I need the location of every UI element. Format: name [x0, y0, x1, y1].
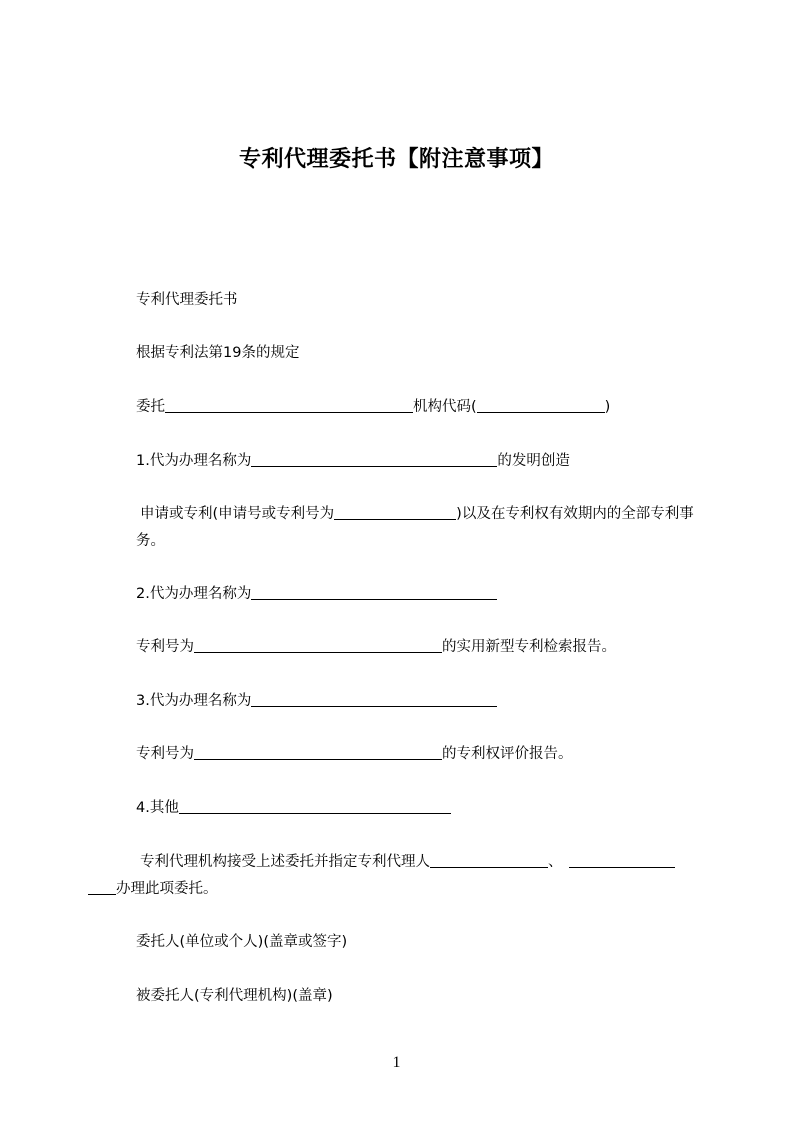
- item-3-end: 的专利权评价报告。: [442, 746, 573, 762]
- agency-text: 专利代理机构接受上述委托并指定专利代理人: [140, 854, 430, 870]
- item-3-patent-blank[interactable]: [194, 744, 442, 760]
- item-1-continuation: [136, 501, 706, 555]
- agent-2-blank[interactable]: [569, 852, 675, 868]
- item-4-label: 4.其他: [136, 800, 179, 816]
- agent-seal: 被委托人(专利代理机构)(盖章): [136, 988, 333, 1004]
- entrust-label: 委托: [136, 399, 165, 415]
- entrust-line: [136, 394, 610, 421]
- agent-2-blank-cont[interactable]: [88, 879, 116, 895]
- page-number: 1: [392, 1054, 401, 1071]
- item-4-other-blank[interactable]: [179, 798, 451, 814]
- principal-signature: 委托人(单位或个人)(盖章或签字): [136, 934, 348, 950]
- item-1-name-blank[interactable]: [251, 451, 497, 467]
- item-3-name-blank[interactable]: [251, 691, 497, 707]
- item-2-patent-label: 专利号为: [136, 639, 194, 655]
- item-4: [136, 795, 451, 822]
- item-2-name-blank[interactable]: [251, 584, 497, 600]
- item-3-patent-label: 专利号为: [136, 746, 194, 762]
- agency-end: 办理此项委托。: [116, 881, 218, 897]
- section-heading: 专利代理委托书: [136, 292, 238, 308]
- agency-line: [140, 849, 675, 876]
- item-1-cont-a: 申请或专利(申请号或专利号为: [140, 506, 335, 522]
- item-3-patent: [136, 741, 573, 768]
- item-1: [136, 448, 570, 475]
- item-1-cont-b: )以及在专利权有效期内的全部专利事务。: [136, 506, 694, 549]
- legal-basis: 根据专利法第19条的规定: [136, 345, 300, 361]
- org-code-label: 机构代码(: [413, 399, 477, 415]
- item-2-label: 2.代为办理名称为: [136, 586, 252, 602]
- agency-separator: 、: [548, 854, 563, 870]
- item-1-end: 的发明创造: [497, 453, 570, 469]
- agency-line-2: [88, 876, 218, 903]
- item-3: [136, 688, 497, 715]
- application-number-blank[interactable]: [334, 504, 456, 520]
- org-code-close: ): [604, 399, 611, 415]
- item-3-label: 3.代为办理名称为: [136, 693, 252, 709]
- item-2-end: 的实用新型专利检索报告。: [442, 639, 616, 655]
- item-2: [136, 581, 497, 608]
- document-title: 专利代理委托书【附注意事项】: [238, 147, 554, 172]
- org-code-blank[interactable]: [477, 397, 605, 413]
- entrust-blank[interactable]: [165, 397, 413, 413]
- item-2-patent-blank[interactable]: [194, 637, 442, 653]
- item-2-patent: [136, 634, 616, 661]
- agent-1-blank[interactable]: [430, 852, 548, 868]
- item-1-label: 1.代为办理名称为: [136, 453, 252, 469]
